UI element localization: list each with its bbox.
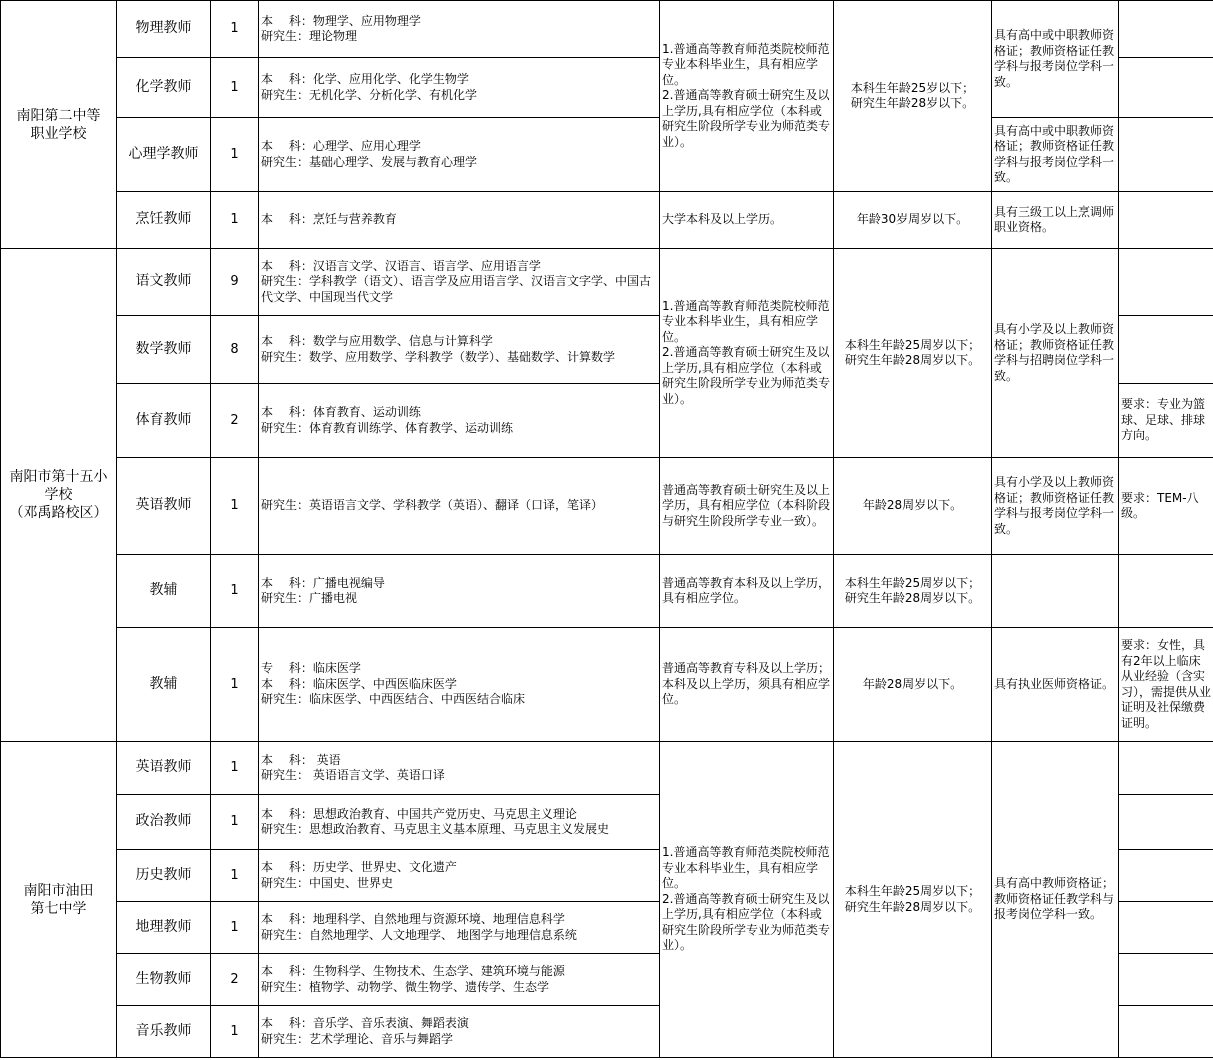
unit-name: 南阳市油田 第七中学 (1, 742, 117, 1058)
major-requirement: 本 科：地理科学、自然地理与资源环境、地理信息科学 研究生：自然地理学、人文地理学、 地图学与地理信息系统 (259, 902, 660, 954)
major-requirement: 本 科：化学、应用化学、化学生物学 研究生：无机化学、分析化学、有机化学 (259, 58, 660, 118)
age-requirement: 年龄30岁周岁以下。 (834, 192, 992, 249)
education-requirement: 普通高等教育专科及以上学历；本科及以上学历，须具有相应学位。 (660, 628, 834, 742)
remark (1119, 192, 1213, 249)
table-row (1, 555, 1213, 628)
other-requirement: 具有三级工以上烹调师职业资格。 (992, 192, 1119, 249)
age-requirement: 年龄28周岁以下。 (834, 628, 992, 742)
major-requirement: 专 科：临床医学 本 科：临床医学、中西医临床医学 研究生：临床医学、中西医结合、中西医结合临床 (259, 628, 660, 742)
post-name: 英语教师 (117, 742, 211, 795)
major-requirement: 本 科：生物科学、生物技术、生态学、建筑环境与能源 研究生：植物学、动物学、微生物学、遗传学、生态学 (259, 954, 660, 1006)
post-count: 1 (211, 118, 259, 192)
major-requirement: 本 科：体育教育、运动训练 研究生：体育教育训练学、体育教学、运动训练 (259, 384, 660, 458)
post-count: 1 (211, 1006, 259, 1058)
post-name: 音乐教师 (117, 1006, 211, 1058)
post-name: 物理教师 (117, 1, 211, 58)
education-requirement: 大学本科及以上学历。 (660, 192, 834, 249)
table-row (1, 249, 1213, 316)
remark (1119, 118, 1213, 192)
table-row (1, 458, 1213, 555)
table-row (1, 118, 1213, 192)
remark (1119, 316, 1213, 384)
major-requirement: 本 科：汉语言文学、汉语言、语言学、应用语言学 研究生：学科教学（语文）、语言学及应用语言学、汉语言文字学、中国古代文学、中国现当代文学 (259, 249, 660, 316)
unit-name: 南阳第二中等 职业学校 (1, 1, 117, 249)
major-requirement: 本 科：思想政治教育、中国共产党历史、马克思主义理论 研究生：思想政治教育、马克思主义基本原理、马克思主义发展史 (259, 795, 660, 850)
post-count: 1 (211, 458, 259, 555)
post-name: 化学教师 (117, 58, 211, 118)
remark (1119, 58, 1213, 118)
post-count: 2 (211, 954, 259, 1006)
remark (1119, 742, 1213, 795)
post-name: 政治教师 (117, 795, 211, 850)
education-requirement: 1.普通高等教育师范类院校师范专业本科毕业生，具有相应学位。 2.普通高等教育硕士研究生及以上学历,具有相应学位（本科或研究生阶段所学专业为师范类专业）。 (660, 1, 834, 192)
age-requirement: 本科生年龄25周岁以下； 研究生年龄28周岁以下。 (834, 555, 992, 628)
remark (1119, 850, 1213, 902)
post-count: 1 (211, 58, 259, 118)
post-count: 2 (211, 384, 259, 458)
remark: 要求：女性，具有2年以上临床从业经验（含实习），需提供从业证明及社保缴费证明。 (1119, 628, 1213, 742)
table-row (1, 628, 1213, 742)
remark: 要求：TEM-八级。 (1119, 458, 1213, 555)
remark (1119, 555, 1213, 628)
post-name: 数学教师 (117, 316, 211, 384)
major-requirement: 本 科：音乐学、音乐表演、舞蹈表演 研究生：艺术学理论、音乐与舞蹈学 (259, 1006, 660, 1058)
post-count: 1 (211, 795, 259, 850)
post-name: 教辅 (117, 628, 211, 742)
post-name: 地理教师 (117, 902, 211, 954)
age-requirement: 本科生年龄25岁以下； 研究生年龄28岁以下。 (834, 1, 992, 192)
table-row (1, 742, 1213, 795)
post-count: 9 (211, 249, 259, 316)
education-requirement: 普通高等教育硕士研究生及以上学历，具有相应学位（本科阶段与研究生阶段所学专业一致）。 (660, 458, 834, 555)
post-name: 生物教师 (117, 954, 211, 1006)
major-requirement: 本 科：数学与应用数学、信息与计算科学 研究生：数学、应用数学、学科教学（数学）、基础数学、计算数学 (259, 316, 660, 384)
other-requirement: 具有高中或中职教师资格证；教师资格证任教学科与报考岗位学科一致。 (992, 118, 1119, 192)
post-count: 1 (211, 628, 259, 742)
other-requirement: 具有小学及以上教师资格证；教师资格证任教学科与招聘岗位学科一致。 (992, 249, 1119, 458)
post-count: 1 (211, 850, 259, 902)
post-name: 语文教师 (117, 249, 211, 316)
post-name: 心理学教师 (117, 118, 211, 192)
other-requirement: 具有执业医师资格证。 (992, 628, 1119, 742)
post-count: 1 (211, 555, 259, 628)
remark (1119, 902, 1213, 954)
major-requirement: 本 科：广播电视编导 研究生：广播电视 (259, 555, 660, 628)
post-name: 历史教师 (117, 850, 211, 902)
post-count: 1 (211, 192, 259, 249)
post-name: 烹饪教师 (117, 192, 211, 249)
major-requirement: 本 科：历史学、世界史、文化遗产 研究生：中国史、世界史 (259, 850, 660, 902)
unit-name: 南阳市第十五小学校 （邓禹路校区） (1, 249, 117, 742)
other-requirement (992, 555, 1119, 628)
post-count: 1 (211, 742, 259, 795)
other-requirement: 具有高中教师资格证；教师资格证任教学科与报考岗位学科一致。 (992, 742, 1119, 1058)
table-row (1, 192, 1213, 249)
post-count: 8 (211, 316, 259, 384)
age-requirement: 年龄28周岁以下。 (834, 458, 992, 555)
remark (1119, 1006, 1213, 1058)
major-requirement: 本 科：心理学、应用心理学 研究生：基础心理学、发展与教育心理学 (259, 118, 660, 192)
major-requirement: 本 科：物理学、应用物理学 研究生：理论物理 (259, 1, 660, 58)
education-requirement: 1.普通高等教育师范类院校师范专业本科毕业生，具有相应学位。 2.普通高等教育硕士研究生及以上学历,具有相应学位（本科或研究生阶段所学专业为师范类专业）。 (660, 742, 834, 1058)
major-requirement: 本 科： 英语 研究生： 英语语言文学、英语口译 (259, 742, 660, 795)
major-requirement: 研究生：英语语言文学、学科教学（英语）、翻译（口译，笔译） (259, 458, 660, 555)
age-requirement: 本科生年龄25周岁以下； 研究生年龄28周岁以下。 (834, 249, 992, 458)
remark (1119, 1, 1213, 58)
remark (1119, 249, 1213, 316)
other-requirement: 具有高中或中职教师资格证；教师资格证任教学科与报考岗位学科一致。 (992, 1, 1119, 118)
remark (1119, 795, 1213, 850)
post-name: 英语教师 (117, 458, 211, 555)
remark: 要求：专业为篮球、足球、排球方向。 (1119, 384, 1213, 458)
education-requirement: 1.普通高等教育师范类院校师范专业本科毕业生，具有相应学位。 2.普通高等教育硕士研究生及以上学历,具有相应学位（本科或研究生阶段所学专业为师范类专业）。 (660, 249, 834, 458)
table-row (1, 1, 1213, 58)
post-name: 教辅 (117, 555, 211, 628)
post-count: 1 (211, 1, 259, 58)
education-requirement: 普通高等教育本科及以上学历，具有相应学位。 (660, 555, 834, 628)
remark (1119, 954, 1213, 1006)
other-requirement: 具有小学及以上教师资格证；教师资格证任教学科与报考岗位学科一致。 (992, 458, 1119, 555)
post-name: 体育教师 (117, 384, 211, 458)
post-count: 1 (211, 902, 259, 954)
major-requirement: 本 科：烹饪与营养教育 (259, 192, 660, 249)
age-requirement: 本科生年龄25周岁以下； 研究生年龄28周岁以下。 (834, 742, 992, 1058)
